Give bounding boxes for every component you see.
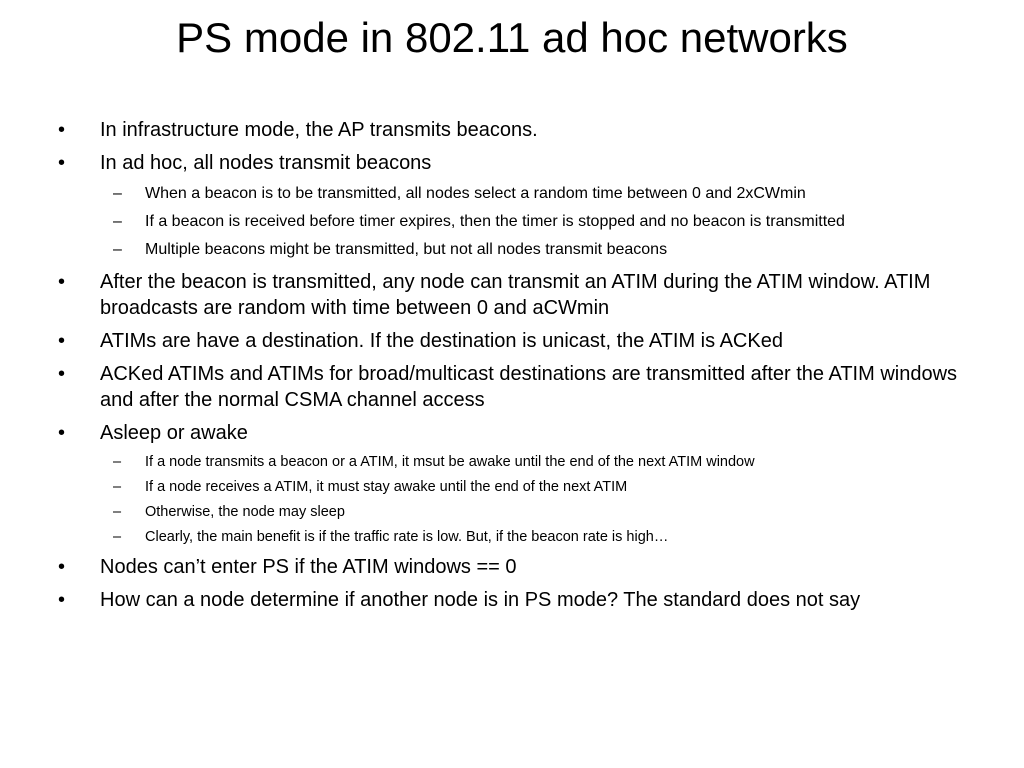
bullet-marker: •: [58, 119, 66, 141]
sub-bullet-list: [100, 452, 958, 547]
sub-bullet-item: [100, 477, 958, 497]
bullet-item: [58, 117, 958, 143]
bullet-marker: •: [58, 330, 66, 352]
bullet-text: Nodes can’t enter PS if the ATIM windows == 0: [100, 556, 517, 578]
sub-bullet-text: Clearly, the main benefit is if the traffic rate is low. But, if the beacon rate is high…: [145, 529, 669, 545]
sub-bullet-marker: –: [113, 185, 122, 202]
sub-bullet-marker: –: [113, 479, 122, 495]
bullet-marker: •: [58, 152, 66, 174]
bullet-marker: •: [58, 556, 66, 578]
sub-bullet-marker: –: [113, 504, 122, 520]
bullet-text: Asleep or awake: [100, 422, 248, 444]
bullet-text: In infrastructure mode, the AP transmits beacons.: [100, 119, 538, 141]
sub-bullet-item: [100, 502, 958, 522]
sub-bullet-marker: –: [113, 213, 122, 230]
sub-bullet-item: [100, 527, 958, 547]
bullet-item: [58, 269, 958, 321]
sub-bullet-text: When a beacon is to be transmitted, all nodes select a random time between 0 and 2xCWmin: [145, 185, 806, 202]
sub-bullet-text: Multiple beacons might be transmitted, but not all nodes transmit beacons: [145, 241, 668, 258]
bullet-marker: •: [58, 422, 66, 444]
sub-bullet-marker: –: [113, 241, 122, 258]
bullet-marker: •: [58, 271, 66, 293]
bullet-item: [58, 328, 958, 354]
slide-title: PS mode in 802.11 ad hoc networks: [176, 14, 848, 61]
bullet-marker: •: [58, 363, 66, 385]
bullet-marker: •: [58, 589, 66, 611]
sub-bullet-item: [100, 182, 958, 206]
sub-bullet-text: If a beacon is received before timer expires, then the timer is stopped and no beacon is transmitted: [145, 213, 845, 230]
bullet-item: [58, 587, 958, 613]
bullet-item: [58, 420, 958, 547]
bullet-item: [58, 554, 958, 580]
sub-bullet-item: [100, 210, 958, 234]
sub-bullet-item: [100, 452, 958, 472]
bullet-text: ACKed ATIMs and ATIMs for broad/multicast destinations are transmitted after the ATIM windows and after the normal CSMA channel access: [100, 363, 958, 411]
bullet-text: How can a node determine if another node is in PS mode? The standard does not say: [100, 589, 861, 611]
sub-bullet-text: If a node transmits a beacon or a ATIM, it msut be awake until the end of the next ATIM window: [145, 454, 755, 470]
bullet-text: After the beacon is transmitted, any node can transmit an ATIM during the ATIM window. ATIM broadcasts are random with time between 0 and aCWmin: [100, 271, 931, 319]
bullet-text: In ad hoc, all nodes transmit beacons: [100, 152, 432, 174]
sub-bullet-text: If a node receives a ATIM, it must stay awake until the end of the next ATIM: [145, 479, 628, 495]
bullet-list: [58, 117, 958, 620]
bullet-item: [58, 150, 958, 262]
bullet-text: ATIMs are have a destination. If the destination is unicast, the ATIM is ACKed: [100, 330, 783, 352]
sub-bullet-text: Otherwise, the node may sleep: [145, 504, 345, 520]
bullet-item: [58, 361, 958, 413]
sub-bullet-item: [100, 238, 958, 262]
sub-bullet-list: [100, 182, 958, 262]
sub-bullet-marker: –: [113, 454, 122, 470]
sub-bullet-marker: –: [113, 529, 122, 545]
